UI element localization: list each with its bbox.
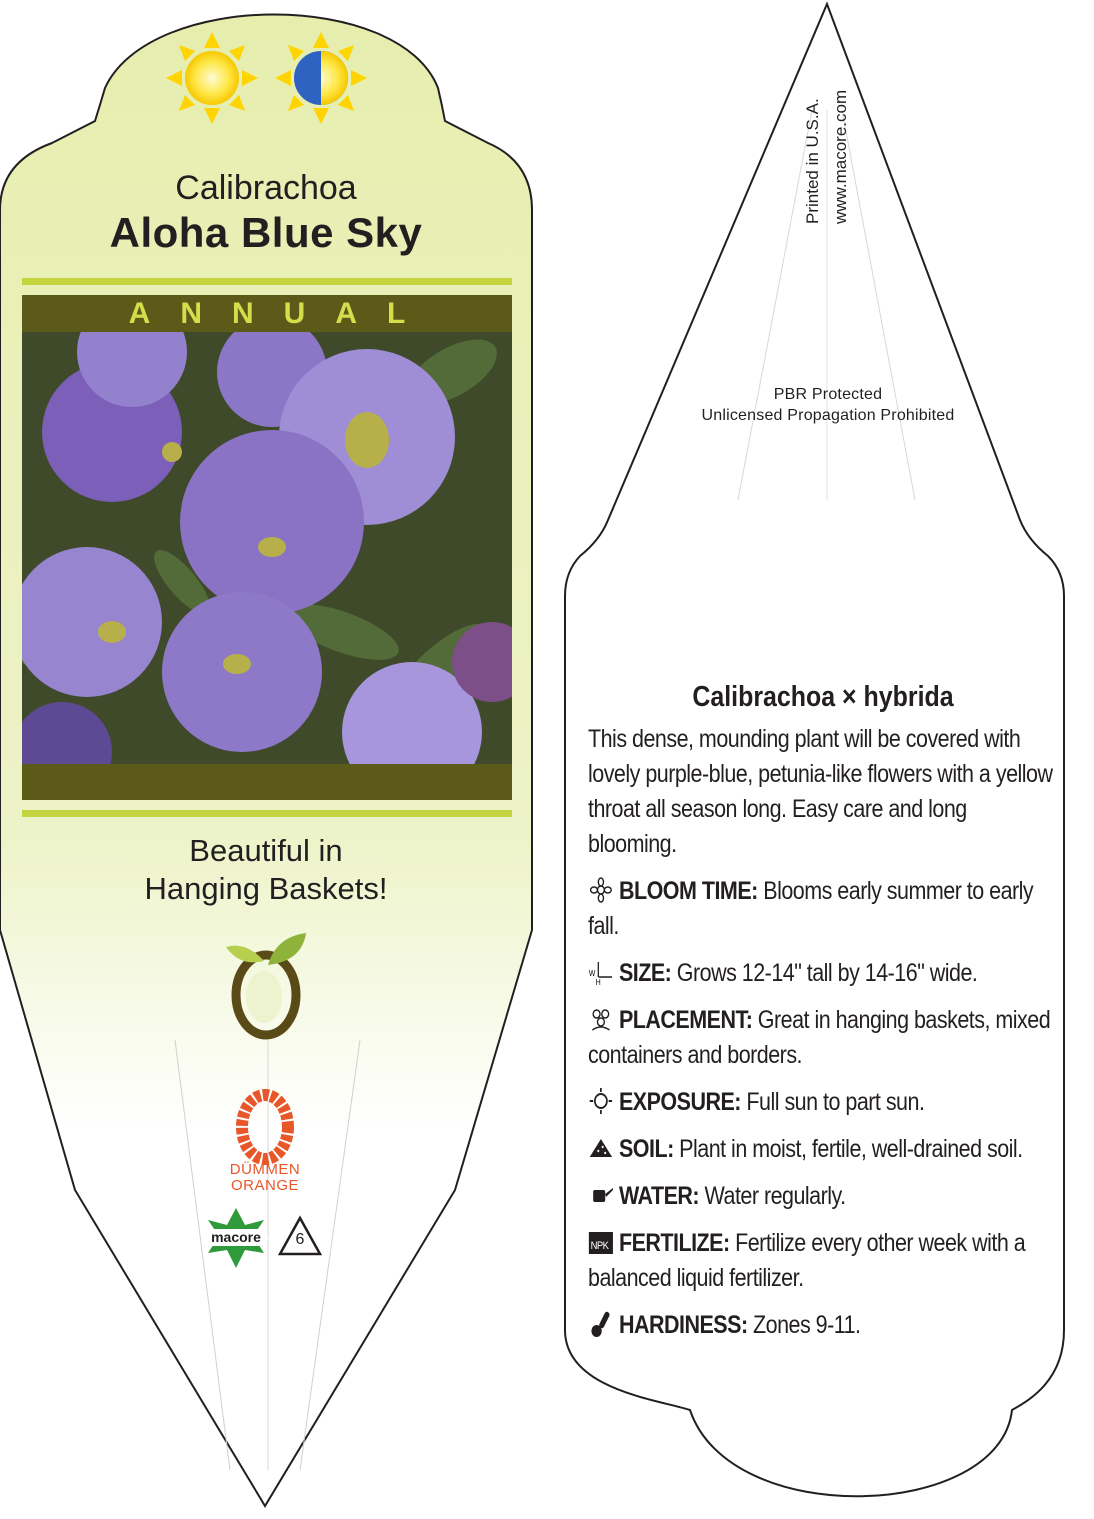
npk-icon — [588, 1229, 614, 1255]
printed-in-text: Printed in U.S.A. — [803, 98, 822, 224]
species-name: Calibrachoa × hybrida — [692, 681, 954, 713]
care-label: EXPOSURE: — [618, 1088, 741, 1116]
care-item — [588, 1003, 1059, 1073]
care-label: HARDINESS: — [618, 1311, 748, 1339]
description-text: This dense, mounding plant will be covered with lovely purple-blue, petunia-like flowers with a yellow throat all season long. Easy care and long blooming. — [588, 725, 1053, 858]
tagline-line-2: Hanging Baskets! — [144, 871, 388, 906]
flower-icon — [588, 877, 614, 903]
tagline — [80, 832, 452, 908]
care-label: BLOOM TIME: — [618, 877, 758, 905]
care-text: Full sun to part sun. — [740, 1088, 925, 1116]
pbr-line-1: PBR Protected — [773, 386, 883, 403]
top-green-band — [22, 278, 512, 285]
care-text: Blooms early summer to early fall. — [588, 877, 1034, 940]
svg-text:H: H — [595, 977, 601, 985]
care-label: WATER: — [618, 1182, 700, 1210]
care-text: Grows 12-14" tall by 14-16" wide. — [671, 959, 978, 987]
variety-name: Aloha Blue Sky — [109, 209, 423, 256]
care-text: Zones 9-11. — [747, 1311, 861, 1339]
care-item — [588, 1179, 1059, 1214]
care-label: FERTILIZE: — [618, 1229, 730, 1257]
bottom-green-band — [22, 810, 512, 817]
soil-icon — [588, 1135, 614, 1161]
care-item — [588, 1085, 1059, 1120]
category-label: ANNUAL — [128, 297, 436, 330]
care-item — [588, 956, 1059, 991]
size-icon — [588, 959, 614, 985]
watering-can-icon — [588, 1182, 614, 1208]
pbr-notice — [640, 384, 1016, 426]
care-item — [588, 1226, 1059, 1296]
care-label: SOIL: — [618, 1135, 674, 1163]
tagline-line-1: Beautiful in — [189, 833, 343, 868]
recycle-number: 6 — [295, 1231, 305, 1248]
website-text: www.macore.com — [831, 89, 850, 224]
svg-text:W: W — [588, 968, 595, 979]
care-label: SIZE: — [618, 959, 672, 987]
bottom-olive-band — [22, 764, 512, 800]
thermometer-icon — [588, 1311, 614, 1337]
genus-name: Calibrachoa — [175, 169, 357, 207]
care-item — [588, 874, 1059, 944]
care-text: Fertilize every other week with a balanced liquid fertilizer. — [588, 1229, 1026, 1292]
sun-icon — [588, 1088, 614, 1114]
care-text: Water regularly. — [699, 1182, 846, 1210]
care-label: PLACEMENT: — [618, 1006, 753, 1034]
part-sun-icon — [275, 32, 367, 124]
svg-text:NPK: NPK — [590, 1240, 609, 1253]
care-item — [588, 1132, 1059, 1167]
care-text: Plant in moist, fertile, well-drained soil. — [673, 1135, 1023, 1163]
care-text: Great in hanging baskets, mixed containers and borders. — [588, 1006, 1051, 1069]
back-description — [588, 676, 1058, 1343]
printer-brand: macore — [211, 1229, 261, 1245]
brand-name: DÜMMEN ORANGE — [229, 1161, 301, 1194]
placement-icon — [588, 1006, 614, 1032]
pbr-line-2: Unlicensed Propagation Prohibited — [701, 407, 955, 424]
flower-photo — [22, 332, 512, 764]
care-item — [588, 1308, 1059, 1343]
full-sun-icon — [166, 32, 258, 124]
care-list — [588, 874, 1058, 1343]
